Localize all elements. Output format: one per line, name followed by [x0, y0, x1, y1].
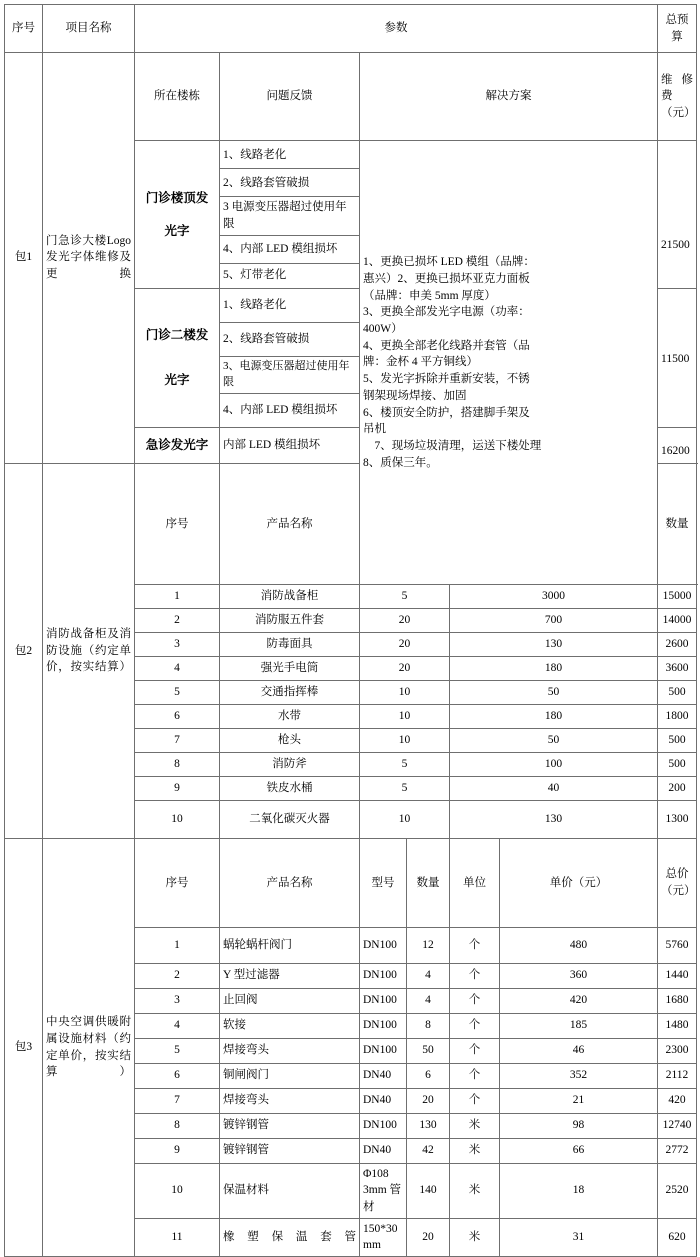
sol-line-5: 400W） [363, 323, 403, 336]
pkg3-r9-model: DN40 [360, 1138, 407, 1163]
pkg2-r6-seq: 6 [135, 705, 220, 729]
pkg3-r3-total-price: 1680 [658, 988, 697, 1013]
sol-line-12: 7、现场垃圾清理，运送下楼处理 [363, 439, 542, 452]
pkg3-r5-seq: 5 [135, 1038, 220, 1063]
pkg3-r8-product: 镀锌钢管 [220, 1113, 360, 1138]
pkg3-r5-model: DN100 [360, 1038, 407, 1063]
pkg1-solution [360, 141, 658, 585]
pkg2-col-product: 产品名称 [220, 463, 360, 585]
pkg2-r2-unit-price: 700 [450, 609, 658, 633]
pkg1-g2-issue-1: 1、线路老化 [220, 288, 360, 322]
pkg2-r8-product: 消防斧 [220, 753, 360, 777]
pkg1-g2-repair-fee: 11500 [658, 288, 697, 427]
pkg1-g1-issue-4: 4、内部 LED 模组损坏 [220, 235, 360, 263]
pkg2-r6-amount: 1800 [658, 705, 697, 729]
pkg3-r5-unit-price: 46 [500, 1038, 658, 1063]
pkg3-r6-quantity: 6 [407, 1063, 450, 1088]
pkg3-r11-product: 橡塑保温套管 [220, 1218, 360, 1256]
pkg2-r5-amount: 500 [658, 681, 697, 705]
pkg2-r3-unit-price: 130 [450, 633, 658, 657]
pkg2-col-seq: 序号 [135, 463, 220, 585]
header-project-name: 项目名称 [43, 5, 135, 53]
pkg3-r11-unit: 米 [450, 1218, 500, 1256]
pkg3-r1-model: DN100 [360, 927, 407, 963]
sol-line-2: 惠兴）2、更换已损坏亚克力面板 [363, 273, 530, 286]
pkg2-r10-unit-price: 130 [450, 801, 658, 839]
pkg3-r10-seq: 10 [135, 1163, 220, 1218]
sol-line-13: 8、质保三年。 [363, 456, 438, 469]
pkg3-r7-unit: 个 [450, 1088, 500, 1113]
sol-line-6: 4、更换全部老化线路并套管（品 [363, 339, 530, 352]
pkg2-r1-quantity: 5 [360, 585, 450, 609]
pkg3-r5-product: 焊接弯头 [220, 1038, 360, 1063]
pkg2-r3-amount: 2600 [658, 633, 697, 657]
pkg3-r2-product: Y 型过滤器 [220, 963, 360, 988]
pkg2-r4-product: 强光手电筒 [220, 657, 360, 681]
pkg2-r9-amount: 200 [658, 777, 697, 801]
pkg2-r5-product: 交通指挥棒 [220, 681, 360, 705]
pkg1-col-repair-fee-l2: （元） [661, 107, 696, 120]
pkg3-subheader-row [5, 839, 697, 927]
pkg3-r6-unit: 个 [450, 1063, 500, 1088]
pkg3-r11-seq: 11 [135, 1218, 220, 1256]
sol-line-11: 吊机 [363, 423, 386, 436]
pkg3-r11-unit-price: 31 [500, 1218, 658, 1256]
pkg3-r6-model: DN40 [360, 1063, 407, 1088]
pkg2-name: 消防战备柜及消防设施（约定单价，按实结算） [43, 463, 135, 839]
pkg3-r9-seq: 9 [135, 1138, 220, 1163]
pkg2-r3-quantity: 20 [360, 633, 450, 657]
pkg2-col-quantity: 数量 [658, 463, 697, 585]
pkg3-col-unit: 单位 [450, 839, 500, 927]
pkg2-r10-quantity: 10 [360, 801, 450, 839]
pkg3-col-product: 产品名称 [220, 839, 360, 927]
pkg2-r3-product: 防毒面具 [220, 633, 360, 657]
pkg3-r4-unit: 个 [450, 1013, 500, 1038]
header-parameters: 参数 [135, 5, 658, 53]
pkg1-g2-issue-4: 4、内部 LED 模组损坏 [220, 393, 360, 427]
pkg1-col-solution: 解决方案 [360, 53, 658, 141]
pkg3-r3-unit-price: 420 [500, 988, 658, 1013]
pkg3-r2-seq: 2 [135, 963, 220, 988]
pkg3-r1-unit: 个 [450, 927, 500, 963]
pkg3-r4-seq: 4 [135, 1013, 220, 1038]
pkg3-r8-unit-price: 98 [500, 1113, 658, 1138]
pkg3-r9-unit: 米 [450, 1138, 500, 1163]
procurement-table [4, 4, 697, 1257]
pkg2-r5-seq: 5 [135, 681, 220, 705]
pkg3-r7-quantity: 20 [407, 1088, 450, 1113]
pkg1-g2-building-l2: 光字 [164, 372, 190, 387]
pkg3-r1-product: 蜗轮蜗杆阀门 [220, 927, 360, 963]
pkg2-r3-seq: 3 [135, 633, 220, 657]
pkg3-name: 中央空调供暖附属设施材料（约定单价，按实结算） [43, 839, 135, 1257]
pkg3-r1-quantity: 12 [407, 927, 450, 963]
pkg3-r9-product: 镀锌钢管 [220, 1138, 360, 1163]
pkg2-r1-product: 消防战备柜 [220, 585, 360, 609]
pkg2-r10-product: 二氧化碳灭火器 [220, 801, 360, 839]
pkg3-r4-unit-price: 185 [500, 1013, 658, 1038]
pkg3-r10-total-price: 2520 [658, 1163, 697, 1218]
pkg2-r9-quantity: 5 [360, 777, 450, 801]
pkg1-g1-issue-3: 3 电源变压器超过使用年限 [220, 197, 360, 235]
pkg3-col-quantity: 数量 [407, 839, 450, 927]
pkg3-r9-total-price: 2772 [658, 1138, 697, 1163]
pkg2-r6-unit-price: 180 [450, 705, 658, 729]
pkg3-col-unit-price: 单价（元） [500, 839, 658, 927]
pkg3-r10-model: Φ108 3mm 管材 [360, 1163, 407, 1218]
pkg2-r8-amount: 500 [658, 753, 697, 777]
pkg2-code: 包2 [5, 463, 43, 839]
pkg3-col-seq: 序号 [135, 839, 220, 927]
pkg1-col-repair-fee-l1: 维 修 费 [661, 73, 694, 103]
pkg2-r6-product: 水带 [220, 705, 360, 729]
pkg1-g3-repair-fee: 16200 [658, 427, 697, 463]
pkg2-r8-seq: 8 [135, 753, 220, 777]
pkg3-r9-quantity: 42 [407, 1138, 450, 1163]
pkg3-r7-total-price: 420 [658, 1088, 697, 1113]
pkg1-g1-issue-1: 1、线路老化 [220, 141, 360, 169]
pkg3-r7-unit-price: 21 [500, 1088, 658, 1113]
pkg3-r2-unit-price: 360 [500, 963, 658, 988]
pkg2-r1-amount: 15000 [658, 585, 697, 609]
pkg3-r8-total-price: 12740 [658, 1113, 697, 1138]
sol-line-3: （品牌：申美 5mm 厚度） [363, 289, 496, 302]
pkg3-r3-seq: 3 [135, 988, 220, 1013]
pkg3-r10-product: 保温材料 [220, 1163, 360, 1218]
pkg2-r4-seq: 4 [135, 657, 220, 681]
pkg3-r3-product: 止回阀 [220, 988, 360, 1013]
pkg3-r10-unit-price: 18 [500, 1163, 658, 1218]
pkg2-r4-unit-price: 180 [450, 657, 658, 681]
pkg3-r8-quantity: 130 [407, 1113, 450, 1138]
pkg2-r6-quantity: 10 [360, 705, 450, 729]
pkg3-r2-unit: 个 [450, 963, 500, 988]
pkg3-r7-model: DN40 [360, 1088, 407, 1113]
pkg1-name: 门急诊大楼Logo 发光字体维修及更换 [43, 53, 135, 464]
pkg3-r1-total-price: 5760 [658, 927, 697, 963]
pkg3-r3-model: DN100 [360, 988, 407, 1013]
sol-line-1: 1、更换已损坏 LED 模组（品牌： [363, 256, 535, 269]
pkg1-g1-issue-5: 5、灯带老化 [220, 263, 360, 288]
pkg2-r5-quantity: 10 [360, 681, 450, 705]
pkg1-g2-issue-3: 3、电源变压器超过使用年限 [220, 356, 360, 393]
pkg2-r7-product: 枪头 [220, 729, 360, 753]
pkg2-r7-seq: 7 [135, 729, 220, 753]
pkg2-r2-quantity: 20 [360, 609, 450, 633]
pkg3-r9-unit-price: 66 [500, 1138, 658, 1163]
pkg3-r11-quantity: 20 [407, 1218, 450, 1256]
pkg1-g1-repair-fee: 21500 [658, 141, 697, 288]
pkg3-r3-unit: 个 [450, 988, 500, 1013]
pkg1-code: 包1 [5, 53, 43, 464]
pkg3-r4-product: 软接 [220, 1013, 360, 1038]
pkg2-r2-seq: 2 [135, 609, 220, 633]
pkg3-r3-quantity: 4 [407, 988, 450, 1013]
pkg2-r10-seq: 10 [135, 801, 220, 839]
pkg3-r11-total-price: 620 [658, 1218, 697, 1256]
pkg2-r5-unit-price: 50 [450, 681, 658, 705]
pkg2-r2-amount: 14000 [658, 609, 697, 633]
pkg1-subheader-row [5, 53, 697, 141]
pkg2-r1-seq: 1 [135, 585, 220, 609]
pkg1-g1-issue-2: 2、线路套管破损 [220, 169, 360, 197]
pkg3-r2-model: DN100 [360, 963, 407, 988]
pkg2-r10-amount: 1300 [658, 801, 697, 839]
pkg1-g2-issue-2: 2、线路套管破损 [220, 322, 360, 356]
pkg3-r6-seq: 6 [135, 1063, 220, 1088]
pkg3-r8-unit: 米 [450, 1113, 500, 1138]
pkg1-col-issue: 问题反馈 [220, 53, 360, 141]
pkg1-g1-building [135, 141, 220, 288]
pkg2-r9-unit-price: 40 [450, 777, 658, 801]
pkg3-r1-unit-price: 480 [500, 927, 658, 963]
pkg3-r10-quantity: 140 [407, 1163, 450, 1218]
pkg2-r4-amount: 3600 [658, 657, 697, 681]
pkg3-r7-product: 焊接弯头 [220, 1088, 360, 1113]
sol-line-4: 3、更换全部发光字电源（功率： [363, 306, 530, 319]
pkg1-g3-issue-1: 内部 LED 模组损坏 [220, 427, 360, 463]
table-header-row [5, 5, 697, 53]
pkg3-r2-quantity: 4 [407, 963, 450, 988]
pkg2-r9-seq: 9 [135, 777, 220, 801]
pkg2-r7-quantity: 10 [360, 729, 450, 753]
pkg2-r8-unit-price: 100 [450, 753, 658, 777]
pkg2-r8-quantity: 5 [360, 753, 450, 777]
pkg3-r4-model: DN100 [360, 1013, 407, 1038]
pkg3-r1-seq: 1 [135, 927, 220, 963]
pkg2-r7-amount: 500 [658, 729, 697, 753]
pkg3-r7-seq: 7 [135, 1088, 220, 1113]
pkg1-g3-building: 急诊发光字 [135, 427, 220, 463]
sol-line-7: 牌：金杯 4 平方铜线） [363, 356, 478, 369]
sol-line-9: 钢架现场焊接、加固 [363, 389, 467, 402]
pkg3-r6-product: 铜闸阀门 [220, 1063, 360, 1088]
pkg2-r9-product: 铁皮水桶 [220, 777, 360, 801]
pkg2-r2-product: 消防服五件套 [220, 609, 360, 633]
pkg3-r6-total-price: 2112 [658, 1063, 697, 1088]
pkg3-col-model: 型号 [360, 839, 407, 927]
pkg1-col-building: 所在楼栋 [135, 53, 220, 141]
pkg1-col-repair-fee [658, 53, 697, 141]
pkg3-r4-total-price: 1480 [658, 1013, 697, 1038]
pkg1-g2-building-l1: 门诊二楼发 [145, 327, 209, 342]
pkg1-g1-building-l1: 门诊楼顶发 [145, 191, 209, 206]
sol-line-10: 6、楼顶安全防护，搭建脚手架及 [363, 406, 530, 419]
header-seq: 序号 [5, 5, 43, 53]
pkg3-r6-unit-price: 352 [500, 1063, 658, 1088]
pkg3-r5-quantity: 50 [407, 1038, 450, 1063]
pkg3-r8-seq: 8 [135, 1113, 220, 1138]
pkg3-r2-total-price: 1440 [658, 963, 697, 988]
pkg1-g2-building [135, 288, 220, 427]
pkg3-r5-unit: 个 [450, 1038, 500, 1063]
pkg2-r1-unit-price: 3000 [450, 585, 658, 609]
header-total-budget: 总预算 [658, 5, 697, 53]
pkg3-col-total-price: 总价（元） [658, 839, 697, 927]
pkg3-r11-model: 150*30mm [360, 1218, 407, 1256]
pkg2-r4-quantity: 20 [360, 657, 450, 681]
pkg3-r4-quantity: 8 [407, 1013, 450, 1038]
pkg3-r8-model: DN100 [360, 1113, 407, 1138]
pkg3-code: 包3 [5, 839, 43, 1257]
pkg3-r5-total-price: 2300 [658, 1038, 697, 1063]
pkg3-r10-unit: 米 [450, 1163, 500, 1218]
sol-line-8: 5、发光字拆除并重新安装，不锈 [363, 373, 530, 386]
pkg2-r7-unit-price: 50 [450, 729, 658, 753]
pkg1-g1-building-l2: 光字 [164, 223, 190, 238]
